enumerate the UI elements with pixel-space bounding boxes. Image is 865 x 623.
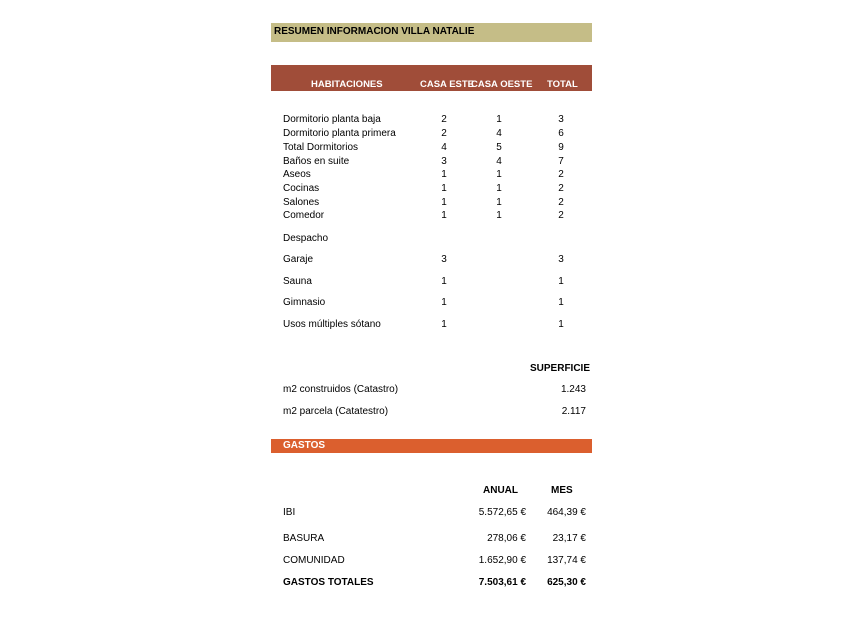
row-total: 3 [558,114,564,125]
row-casa-este: 1 [441,297,447,308]
casa-oeste-header: CASA OESTE [471,79,533,90]
row-casa-este: 1 [441,319,447,330]
row-casa-este: 2 [441,114,447,125]
row-casa-oeste: 1 [496,169,502,180]
gasto-label: COMUNIDAD [283,555,345,566]
row-casa-este: 2 [441,128,447,139]
gasto-mes: 464,39 € [547,507,586,518]
row-casa-oeste: 1 [496,183,502,194]
gastos-total-anual: 7.503,61 € [478,577,526,588]
row-casa-este: 1 [441,276,447,287]
row-casa-este: 1 [441,169,447,180]
row-label: Garaje [283,254,314,265]
gasto-label: IBI [283,507,296,518]
row-label: Salones [283,197,320,208]
row-casa-este: 1 [441,197,447,208]
row-casa-este: 3 [441,156,447,167]
total-header: TOTAL [547,79,578,90]
gastos-total-mes: 625,30 € [547,577,586,588]
row-total: 1 [558,297,564,308]
row-label: Baños en suite [283,156,350,167]
gasto-label: BASURA [283,533,325,544]
row-label: Aseos [283,169,311,180]
document-title: RESUMEN INFORMACION VILLA NATALIE [274,26,475,37]
habitaciones-header-bar [271,65,592,91]
casa-este-header: CASA ESTE [420,79,475,90]
superficie-label: m2 construidos (Catastro) [283,384,399,395]
row-label: Gimnasio [283,297,326,308]
row-label: Dormitorio planta baja [283,114,381,125]
superficie-header: SUPERFICIE [530,363,591,374]
mes-header: MES [551,485,573,496]
row-label: Sauna [283,276,312,287]
superficie-label: m2 parcela (Catatestro) [283,406,389,417]
row-label: Despacho [283,233,329,244]
row-casa-este: 4 [441,142,447,153]
gasto-anual: 5.572,65 € [478,507,526,518]
row-total: 1 [558,276,564,287]
row-label: Cocinas [283,183,320,194]
superficie-value: 1.243 [560,384,586,395]
row-casa-este: 3 [441,254,447,265]
row-casa-oeste: 5 [496,142,502,153]
gasto-mes: 23,17 € [552,533,586,544]
superficie-value: 2.117 [561,406,586,417]
gastos-total-label: GASTOS TOTALES [283,577,374,588]
title-bar [271,23,592,42]
row-casa-este: 1 [441,183,447,194]
row-total: 2 [558,197,564,208]
anual-header: ANUAL [483,485,518,496]
row-total: 9 [558,142,564,153]
row-total: 1 [558,319,564,330]
row-casa-oeste: 1 [496,114,502,125]
habitaciones-header: HABITACIONES [311,79,383,90]
row-label: Usos múltiples sótano [283,319,381,330]
row-casa-oeste: 1 [496,197,502,208]
row-total: 2 [558,210,564,221]
gasto-mes: 137,74 € [547,555,586,566]
gasto-anual: 1.652,90 € [478,555,526,566]
row-label: Dormitorio planta primera [283,128,396,139]
row-casa-este: 1 [441,210,447,221]
row-total: 2 [558,169,564,180]
gastos-header-bar [271,439,592,453]
row-label: Total Dormitorios [283,142,359,153]
row-total: 6 [558,128,564,139]
row-label: Comedor [283,210,325,221]
row-casa-oeste: 4 [496,128,502,139]
gastos-title: GASTOS [283,440,326,451]
row-total: 2 [558,183,564,194]
row-total: 7 [558,156,564,167]
row-total: 3 [558,254,564,265]
row-casa-oeste: 1 [496,210,502,221]
row-casa-oeste: 4 [496,156,502,167]
gasto-anual: 278,06 € [487,533,526,544]
